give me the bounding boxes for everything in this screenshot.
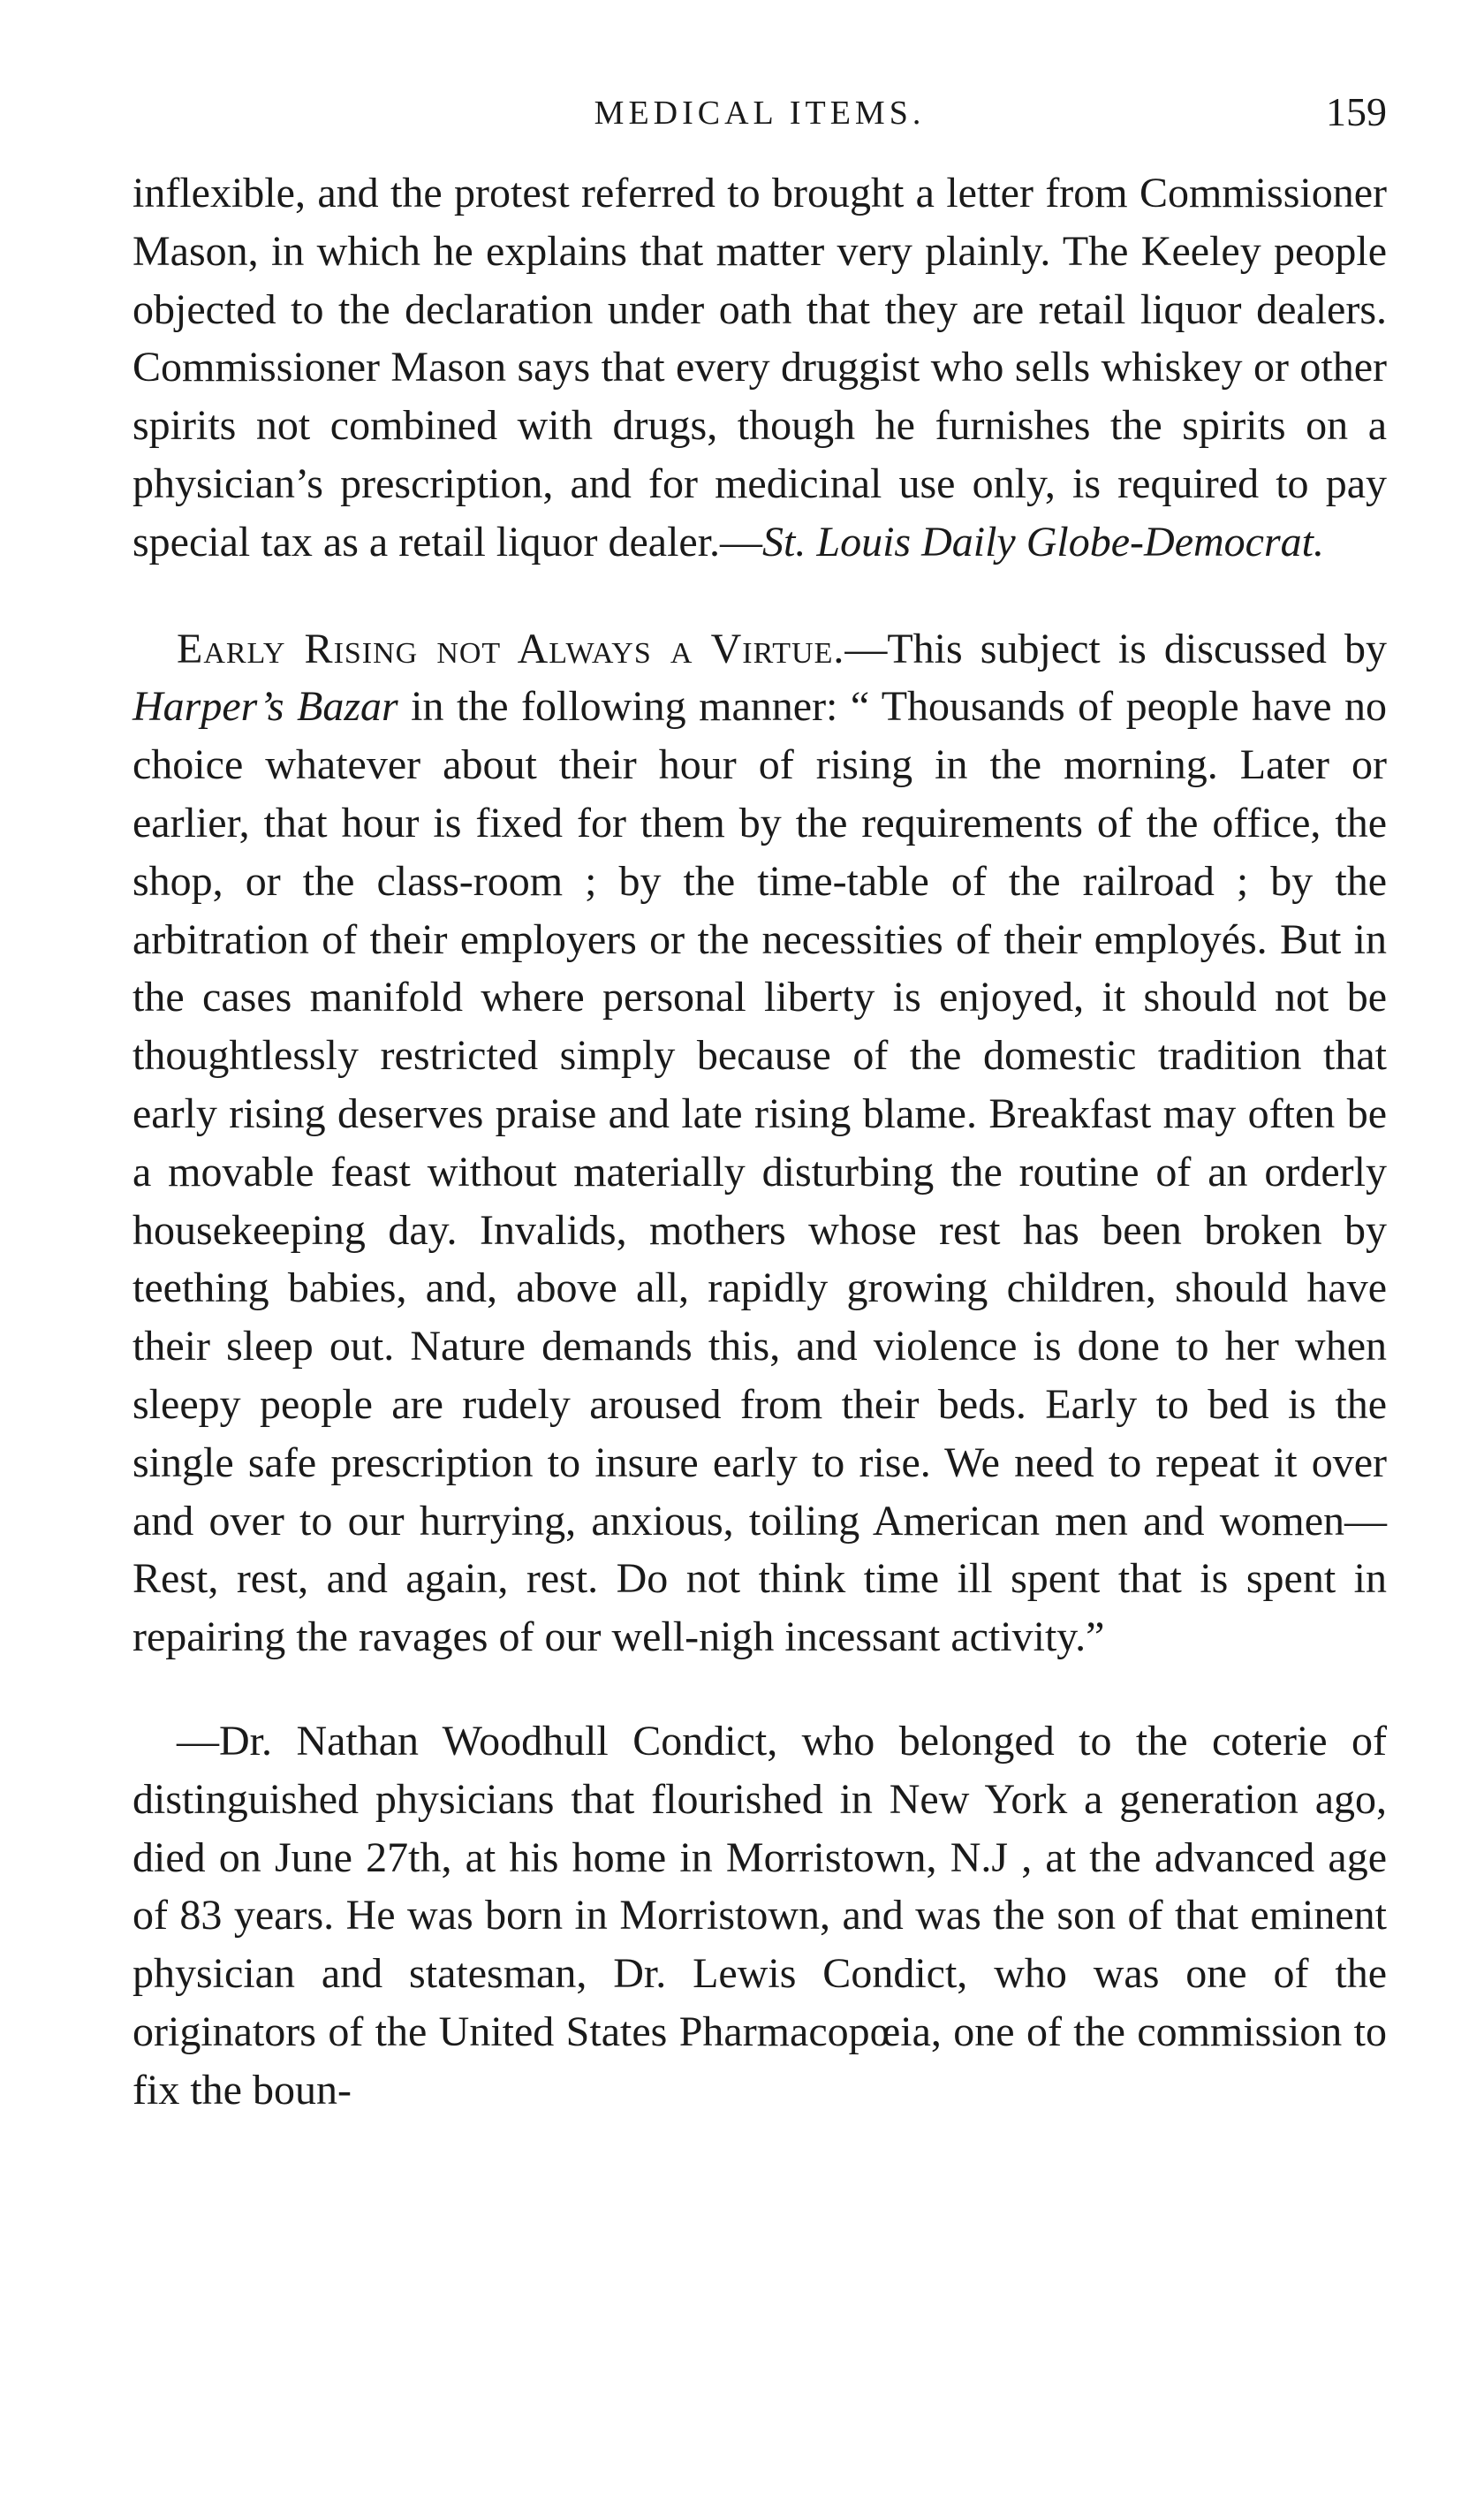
paragraph-keeley-liquor-tax <box>132 164 1387 572</box>
paragraph-body: inflexible, and the protest referred to brought a letter from Commissioner Mason, in which he explains that matter very plainly. The Keeley people objected to the declaration under oath that they are retail liquor dealers. Commissioner Mason says that every druggist who sells whiskey or other spirits not combined with drugs, though he furnishes the spirits on a physician’s prescription, and for medicinal use only, is required to pay special tax as a retail liquor dealer.— <box>132 170 1387 565</box>
page-number: 159 <box>1326 89 1387 134</box>
running-header <box>132 85 1387 164</box>
paragraph-body: —Dr. Nathan Woodhull Condict, who belonged to the coterie of distinguished physicians that flourished in New York a generation ago, died on June 27th, at his home in Morristown, N.J , at the advanced age of 83 years. He was born in Morristown, and was the son of that eminent physician and statesman, Dr. Lewis Condict, who was one of the originators of the United States Pharmacopœia, one of the commission to fix the boun- <box>132 1717 1387 2114</box>
paragraph-body: —This subject is discussed by <box>844 625 1388 672</box>
section-heading: Early Rising not Always a Virtue. <box>177 625 845 672</box>
document-page <box>132 85 1387 2120</box>
source-citation: St. Louis Daily Globe-Democrat. <box>762 518 1324 565</box>
quoted-passage: in the following manner: “ Thousands of people have no choice whatever about their hour of rising in the morning. Later or earlier, that hour is fixed for them by the requirements of the office, the shop, or the class-room ; by the time-table of the railroad ; by the arbitration of their employers or the necessities of their employés. But in the cases manifold where personal liberty is enjoyed, it should not be thoughtlessly restricted simply because of the domestic tradition that early rising deserves praise and late rising blame. Breakfast may often be a movable feast without materially disturbing the routine of an orderly housekeeping day. Invalids, mothers whose rest has been broken by teething babies, and, above all, rapidly growing children, should have their sleep out. Nature demands this, and violence is done to her when sleepy people are rudely aroused from their beds. Early to bed is the single safe prescription to insure early to rise. We need to repeat it over and over to our hurrying, anxious, toiling American men and women—Rest, rest, and again, rest. Do not think time ill spent that is spent in repairing the ravages of our well-nigh incessant activity.” <box>132 683 1388 1661</box>
paragraph-early-rising <box>132 620 1387 1666</box>
publication-title: Harper’s Bazar <box>132 683 398 731</box>
running-title: MEDICAL ITEMS. <box>594 95 926 132</box>
paragraph-condict-obituary <box>132 1712 1387 2120</box>
